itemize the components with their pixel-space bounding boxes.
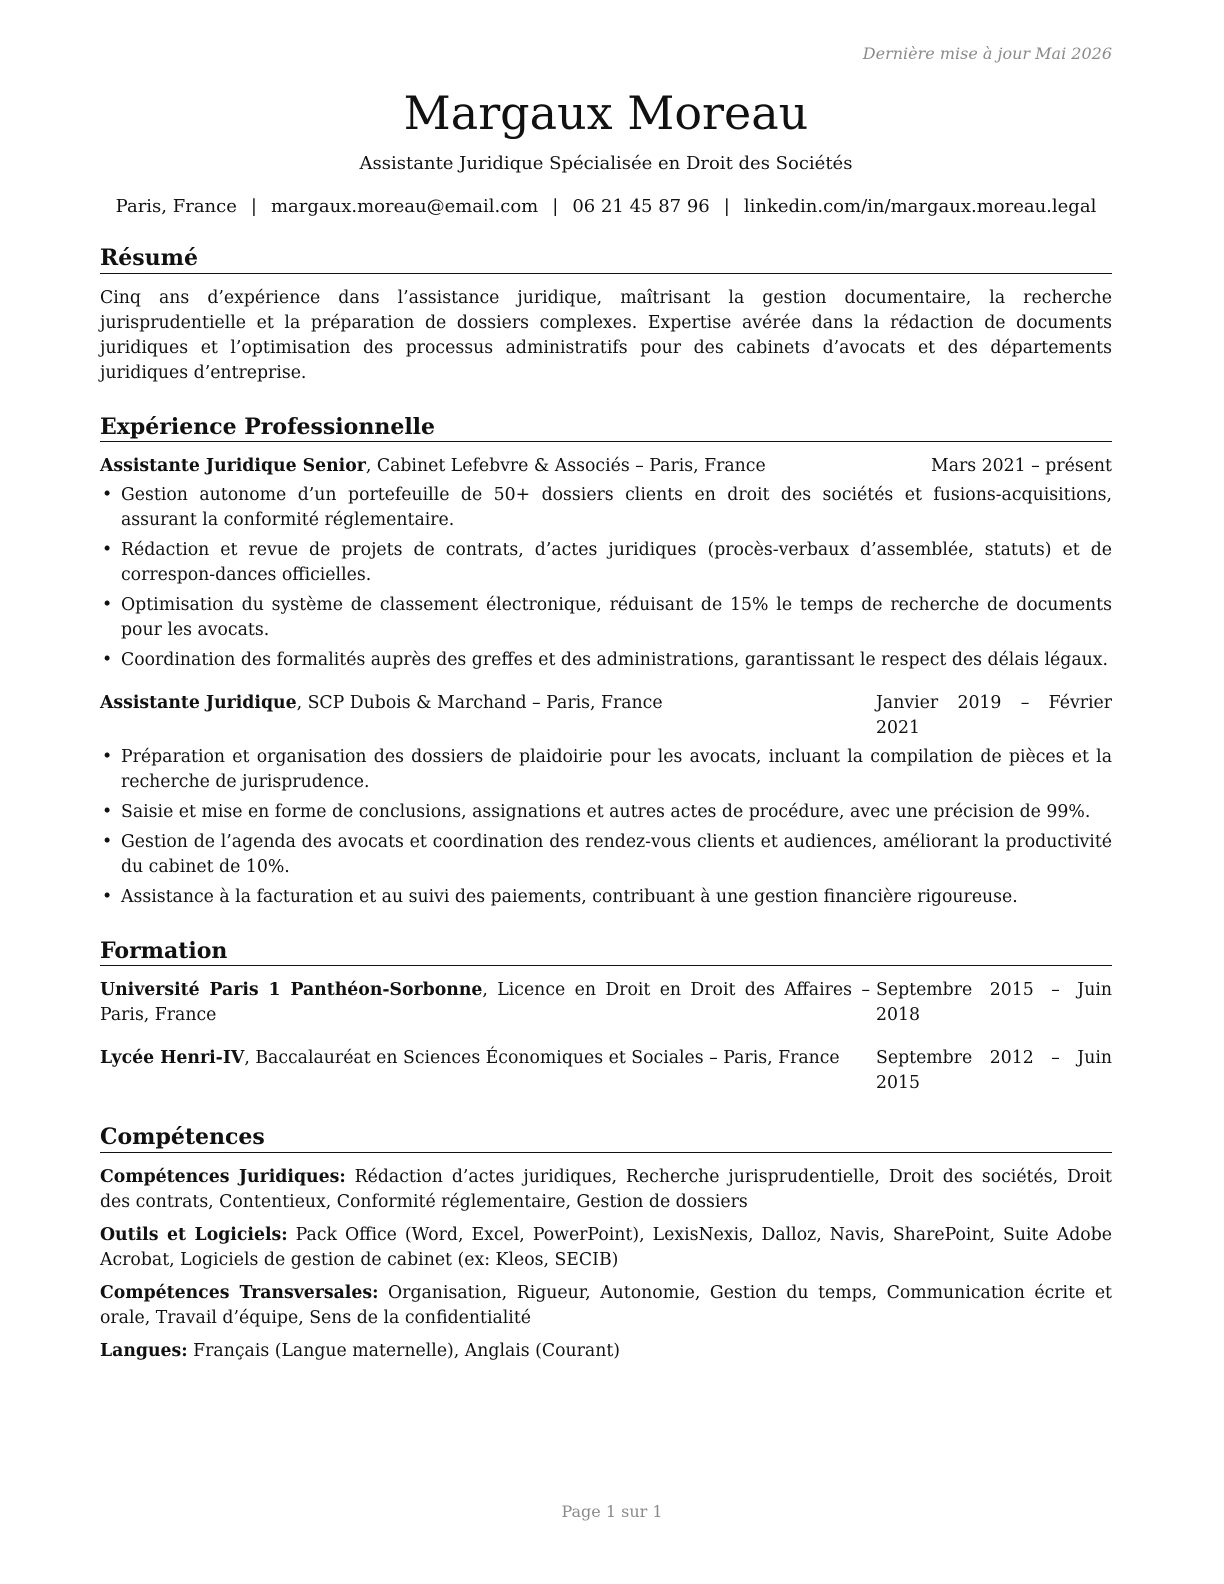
contact-separator: | — [552, 196, 559, 218]
section-title-summary: Résumé — [100, 245, 1112, 273]
page-number: Page 1 sur 1 — [561, 1502, 663, 1521]
job-dates: Janvier 2019 – Février 2021 — [876, 692, 1112, 738]
list-item — [100, 593, 1112, 643]
skill-value: Pack Office (Word, Excel, PowerPoint), LexisNexis, Dalloz, Navis, SharePoint, Suite Adobe Acrobat, Logiciels de gestion de cabinet (ex: Kleos, SECIB) — [100, 1224, 1112, 1270]
list-item — [100, 830, 1112, 880]
list-item — [100, 483, 1112, 533]
experience-entry — [100, 454, 1112, 673]
candidate-name: Margaux Moreau — [403, 86, 809, 140]
contact-location: Paris, France — [115, 196, 237, 218]
list-item — [100, 800, 1112, 825]
experience-bullets — [100, 483, 1112, 673]
experience-bullets — [100, 745, 1112, 910]
contact-separator: | — [250, 196, 257, 218]
bullet-icon: • — [102, 594, 113, 615]
degree-text: , Licence en Droit en Droit des Affaires – Paris, France — [100, 980, 870, 1026]
job-title: Assistante Juridique Spécialisée en Droit des Sociétés — [359, 153, 853, 175]
summary-text: Cinq ans d’expérience dans l’assistance juridique, maîtrisant la gestion documentaire, la recherche jurisprudentielle et la préparation de dossiers complexes. Expertise avérée dans la rédaction de documents juridiques et l’optimisation des processus administratifs pour des cabinets d’avocats et des départements juridiques d’entreprise. — [100, 287, 1112, 383]
skill-row — [100, 1223, 1112, 1273]
list-item — [100, 885, 1112, 910]
skill-label: Compétences Transversales: — [100, 1282, 379, 1303]
bullet-text: Coordination des formalités auprès des greffes et des administrations, garantissant le respect des délais légaux. — [121, 649, 1108, 670]
bullet-text: Assistance à la facturation et au suivi des paiements, contribuant à une gestion financière rigoureuse. — [121, 886, 1018, 907]
job-company: , Cabinet Lefebvre & Associés – Paris, France — [365, 455, 766, 476]
job-dates: Mars 2021 – présent — [931, 455, 1112, 476]
education-dates: Septembre 2012 – Juin 2015 — [876, 1048, 1112, 1094]
skill-label: Compétences Juridiques: — [100, 1166, 346, 1187]
bullet-icon: • — [102, 539, 113, 560]
bullet-icon: • — [102, 649, 113, 670]
education-dates: Septembre 2015 – Juin 2018 — [876, 980, 1112, 1026]
experience-header — [100, 454, 1112, 479]
bullet-text: Rédaction et revue de projets de contrats, d’actes juridiques (procès-verbaux d’assemblée, statuts) et de correspon-dances officielles. — [121, 539, 1112, 585]
bullet-text: Gestion de l’agenda des avocats et coordination des rendez-vous clients et audiences, améliorant la productivité du cabinet de 10%. — [121, 831, 1112, 877]
skill-value: Organisation, Rigueur, Autonomie, Gestion du temps, Communication écrite et orale, Travail d’équipe, Sens de la confidentialité — [100, 1282, 1112, 1328]
bullet-text: Préparation et organisation des dossiers de plaidoirie pour les avocats, incluant la compilation de pièces et la recherche de jurisprudence. — [121, 746, 1112, 792]
experience-position — [100, 691, 876, 716]
education-degree-line — [100, 978, 876, 1028]
skill-label: Outils et Logiciels: — [100, 1224, 288, 1245]
job-role: Assistante Juridique Senior — [100, 455, 366, 476]
education-degree-line — [100, 1046, 876, 1071]
bullet-text: Gestion autonome d’un portefeuille de 50+ dossiers clients en droit des sociétés et fusions-acquisitions, assurant la conformité réglementaire. — [121, 484, 1112, 530]
education-header — [100, 978, 1112, 1028]
bullet-icon: • — [102, 886, 113, 907]
skill-value: Rédaction d’actes juridiques, Recherche jurisprudentielle, Droit des sociétés, Droit des contrats, Contentieux, Conformité réglementaire, Gestion de dossiers — [100, 1166, 1113, 1212]
bullet-text: Optimisation du système de classement électronique, réduisant de 15% le temps de recherche de documents pour les avocats. — [121, 594, 1112, 640]
skill-label: Langues: — [100, 1340, 188, 1361]
school-name: Université Paris 1 Panthéon-Sorbonne — [100, 980, 483, 1001]
bullet-icon: • — [102, 746, 113, 767]
education-entry — [100, 978, 1112, 1028]
experience-header — [100, 691, 1112, 741]
contact-email[interactable]: margaux.moreau@email.com — [270, 196, 539, 218]
education-header — [100, 1046, 1112, 1096]
bullet-icon: • — [102, 801, 113, 822]
job-role: Assistante Juridique — [100, 692, 297, 713]
skill-row — [100, 1281, 1112, 1331]
bullet-icon: • — [102, 831, 113, 852]
education-entry — [100, 1046, 1112, 1096]
bullet-text: Saisie et mise en forme de conclusions, assignations et autres actes de procédure, avec une précision de 99%. — [121, 801, 1091, 822]
contact-separator: | — [723, 196, 730, 218]
skill-value: Français (Langue maternelle), Anglais (Courant) — [187, 1340, 621, 1361]
bullet-icon: • — [102, 484, 113, 505]
section-title-experience: Expérience Professionnelle — [100, 414, 1112, 442]
contact-linkedin[interactable]: linkedin.com/in/margaux.moreau.legal — [743, 196, 1097, 218]
list-item — [100, 648, 1112, 673]
skill-row — [100, 1165, 1112, 1215]
degree-text: , Baccalauréat en Sciences Économiques et Sociales – Paris, France — [244, 1048, 840, 1069]
job-company: , SCP Dubois & Marchand – Paris, France — [296, 692, 663, 713]
list-item — [100, 745, 1112, 795]
resume-content — [100, 80, 1112, 1372]
skill-row — [100, 1339, 1112, 1364]
list-item — [100, 538, 1112, 588]
section-title-education: Formation — [100, 938, 1112, 966]
contact-phone: 06 21 45 87 96 — [572, 196, 710, 218]
section-title-skills: Compétences — [100, 1124, 1112, 1152]
experience-entry — [100, 691, 1112, 910]
contact-line — [100, 196, 1112, 217]
experience-position — [100, 454, 931, 479]
last-updated: Dernière mise à jour Mai 2026 — [862, 44, 1112, 63]
school-name: Lycée Henri-IV — [100, 1048, 245, 1069]
